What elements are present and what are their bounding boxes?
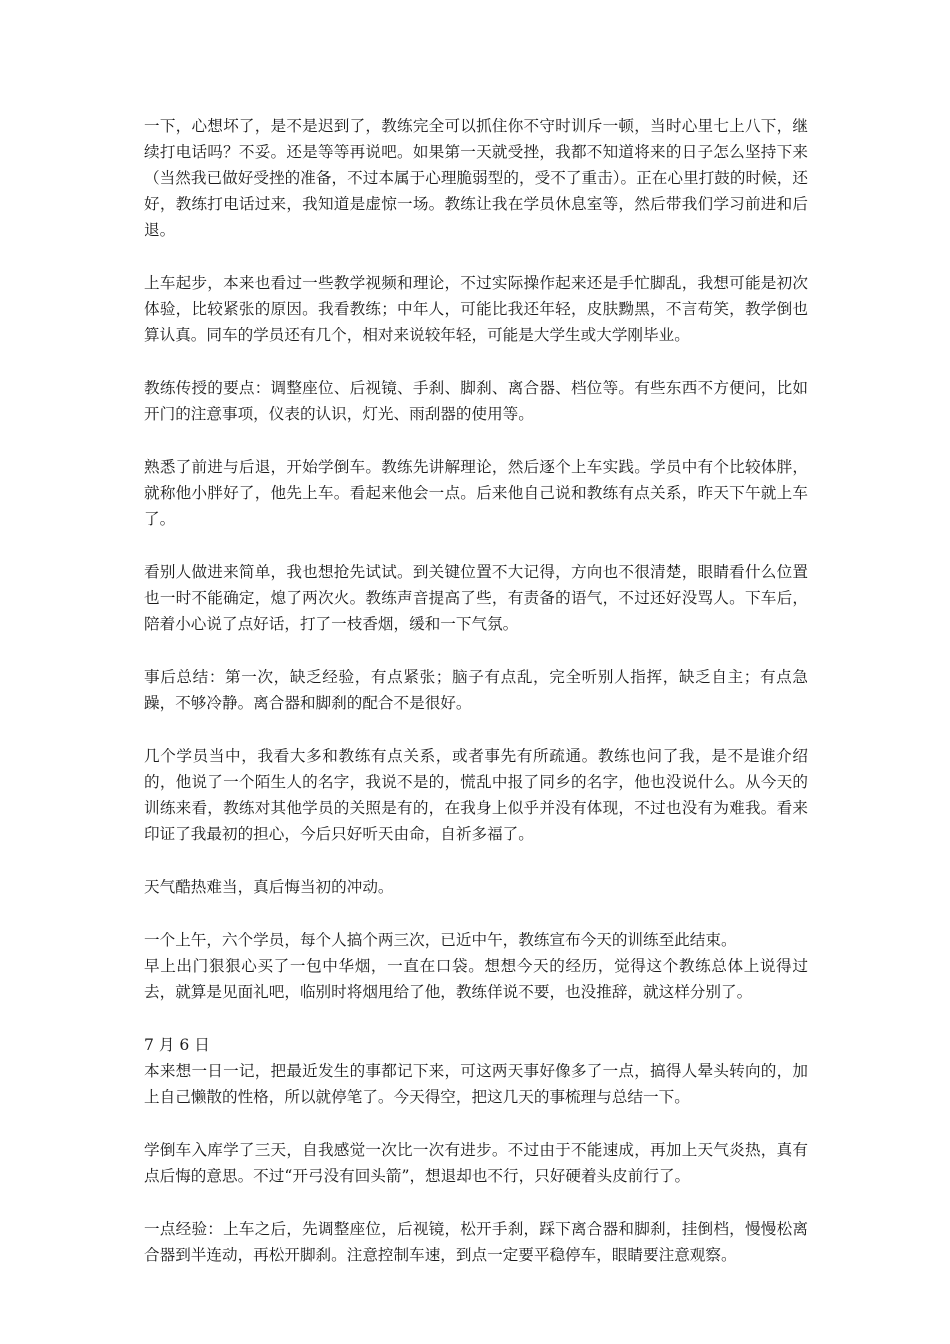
- paragraph-1: 一下，心想坏了，是不是迟到了，教练完全可以抓住你不守时训斥一顿，当时心里七上八下，继续打电话吗？不妥。还是等等再说吧。如果第一天就受挫，我都不知道将来的日子怎么坚持下来（当然我已做好受挫的准备，不过本属于心理脆弱型的，受不了重击）。正在心里打鼓的时候，还好，教练打电话过来，我知道是虚惊一场。教练让我在学员休息室等，然后带我们学习前进和后退。: [144, 117, 808, 239]
- paragraph-8: 天气酷热难当，真后悔当初的冲动。: [144, 878, 394, 896]
- paragraph-7: 几个学员当中，我看大多和教练有点关系，或者事先有所疏通。教练也问了我，是不是谁介绍的，他说了一个陌生人的名字，我说不是的，慌乱中报了同乡的名字，他也没说什么。从今天的训练来看，教练对其他学员的关照是有的，在我身上似乎并没有体现，不过也没有为难我。看来印证了我最初的担心，今后只好听天由命，自祈多福了。: [144, 747, 808, 843]
- paragraph-12: 学倒车入库学了三天，自我感觉一次比一次有进步。不过由于不能速成，再加上天气炎热，真有点后悔的意思。不过“开弓没有回头箭”，想退却也不行，只好硬着头皮前行了。: [144, 1141, 808, 1185]
- paragraph-4: 熟悉了前进与后退，开始学倒车。教练先讲解理论，然后逐个上车实践。学员中有个比较体胖，就称他小胖好了，他先上车。看起来他会一点。后来他自己说和教练有点关系，昨天下午就上车了。: [144, 458, 808, 528]
- document-page: [144, 113, 808, 1295]
- paragraph-5: 看别人做进来简单，我也想抢先试试。到关键位置不大记得，方向也不很清楚，眼睛看什么位置也一时不能确定，熄了两次火。教练声音提高了些，有责备的语气，不过还好没骂人。下车后，陪着小心说了点好话，打了一枝香烟，缓和一下气氛。: [144, 563, 808, 633]
- paragraph-9: 一个上午，六个学员，每个人搞个两三次，已近中午，教练宣布今天的训练至此结束。: [144, 931, 737, 949]
- paragraph-3: 教练传授的要点：调整座位、后视镜、手刹、脚刹、离合器、档位等。有些东西不方便问，比如开门的注意事项，仪表的认识，灯光、雨刮器的使用等。: [144, 379, 808, 423]
- entry-date: 7 月 6 日: [144, 1036, 210, 1054]
- paragraph-6: 事后总结：第一次，缺乏经验，有点紧张；脑子有点乱，完全听别人指挥，缺乏自主；有点急躁，不够冷静。离合器和脚刹的配合不是很好。: [144, 668, 808, 712]
- paragraph-11: 本来想一日一记，把最近发生的事都记下来，可这两天事好像多了一点，搞得人晕头转向的，加上自己懒散的性格，所以就停笔了。今天得空，把这几天的事梳理与总结一下。: [144, 1062, 808, 1106]
- paragraph-2: 上车起步，本来也看过一些教学视频和理论，不过实际操作起来还是手忙脚乱，我想可能是初次体验，比较紧张的原因。我看教练；中年人，可能比我还年轻，皮肤黝黑，不言苟笑，教学倒也算认真。同车的学员还有几个，相对来说较年轻，可能是大学生或大学刚毕业。: [144, 274, 808, 344]
- paragraph-10: 早上出门狠狠心买了一包中华烟，一直在口袋。想想今天的经历，觉得这个教练总体上说得过去，就算是见面礼吧，临别时将烟甩给了他，教练佯说不要，也没推辞，就这样分别了。: [144, 957, 808, 1001]
- paragraph-13: 一点经验：上车之后，先调整座位，后视镜，松开手刹，踩下离合器和脚刹，挂倒档，慢慢松离合器到半连动，再松开脚刹。注意控制车速，到点一定要平稳停车，眼睛要注意观察。: [144, 1220, 808, 1264]
